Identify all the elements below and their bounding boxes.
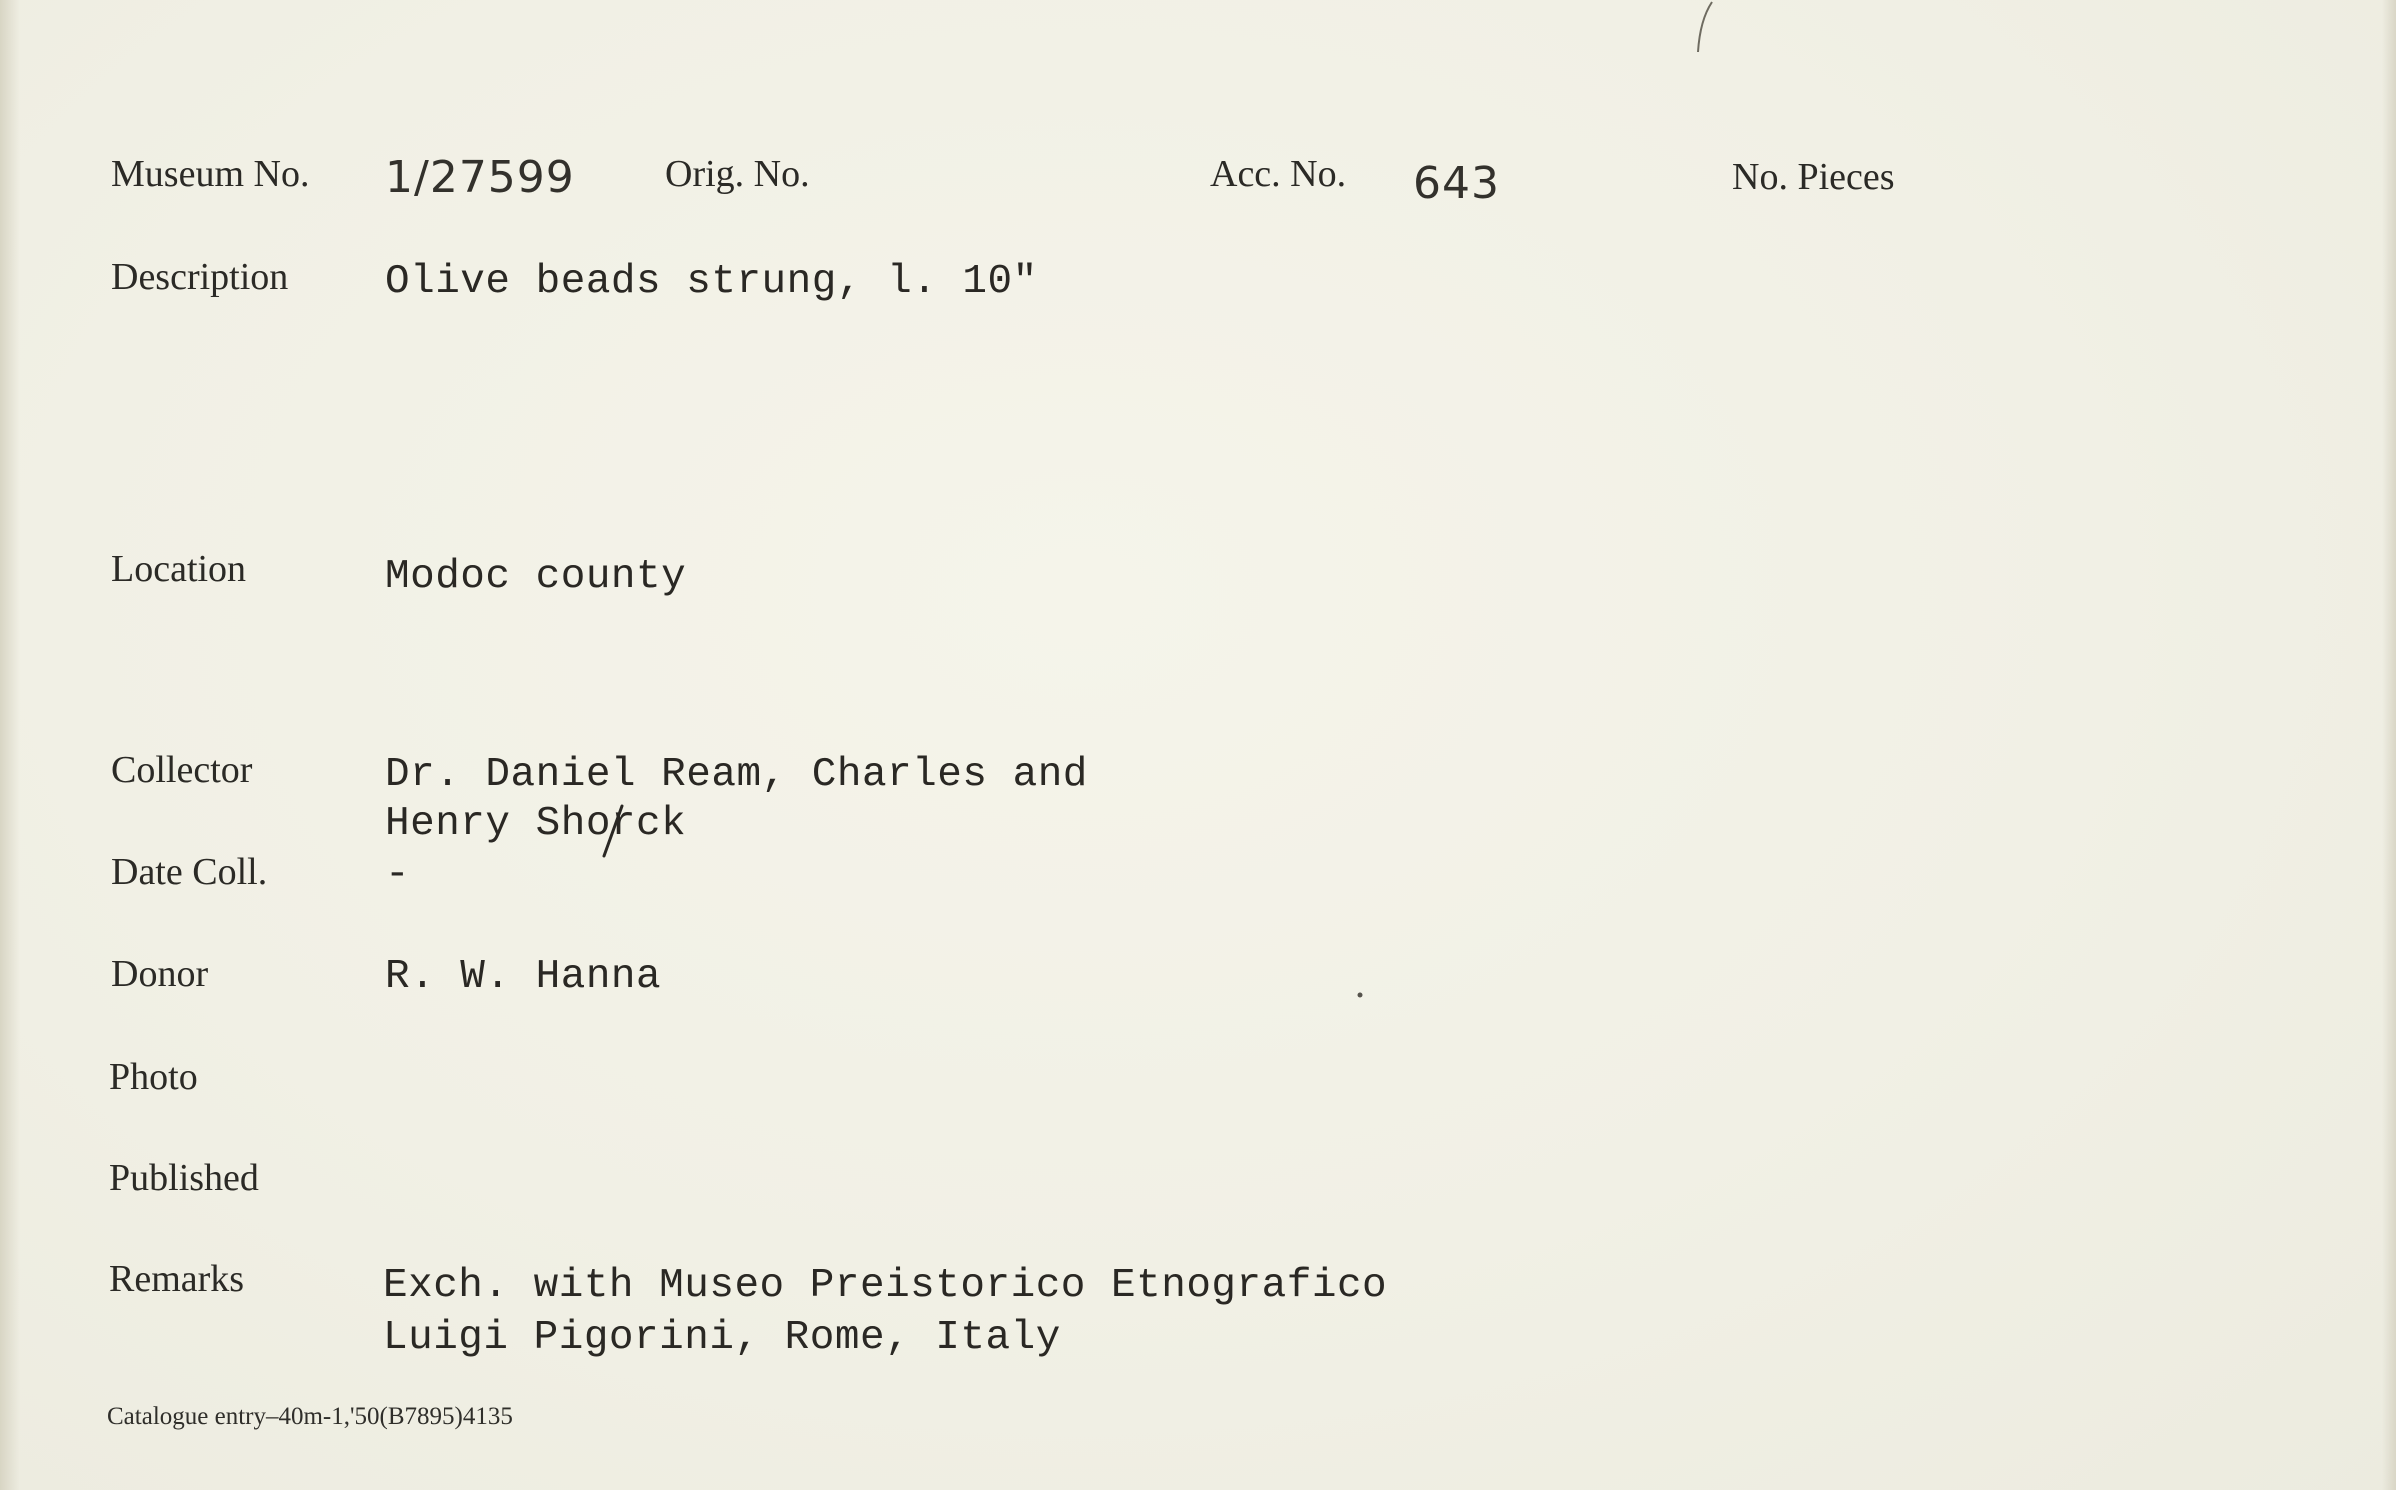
photo-label: Photo [109,1056,198,1098]
description-label: Description [111,256,289,298]
date-coll-value: - [385,852,411,898]
catalogue-footer: Catalogue entry–40m-1,'50(B7895)4135 [107,1403,513,1430]
location-value: Modoc county [385,554,687,600]
museum-no-value: 1/27599 [385,152,575,203]
remarks-value-line2: Luigi Pigorini, Rome, Italy [383,1315,1061,1361]
museum-no-label: Museum No. [111,153,310,195]
no-pieces-label: No. Pieces [1732,156,1895,198]
collector-value-line1: Dr. Daniel Ream, Charles and [385,752,1088,798]
acc-no-value: 643 [1413,158,1500,209]
remarks-value-line1: Exch. with Museo Preistorico Etnografico [383,1263,1388,1309]
acc-no-label: Acc. No. [1210,153,1347,195]
collector-label: Collector [111,749,253,791]
location-label: Location [111,548,247,590]
published-label: Published [109,1157,259,1199]
donor-label: Donor [111,953,209,995]
remarks-label: Remarks [109,1258,245,1300]
description-value: Olive beads strung, l. 10" [385,259,1038,305]
paper-speck [1355,990,1365,1000]
paper-scratch-mark [1690,0,1720,60]
date-coll-label: Date Coll. [111,851,268,893]
collector-value-line2: Henry Shorck [385,801,687,847]
orig-no-label: Orig. No. [665,153,810,195]
handwritten-strike-mark [598,800,628,860]
donor-value: R. W. Hanna [385,954,662,1000]
